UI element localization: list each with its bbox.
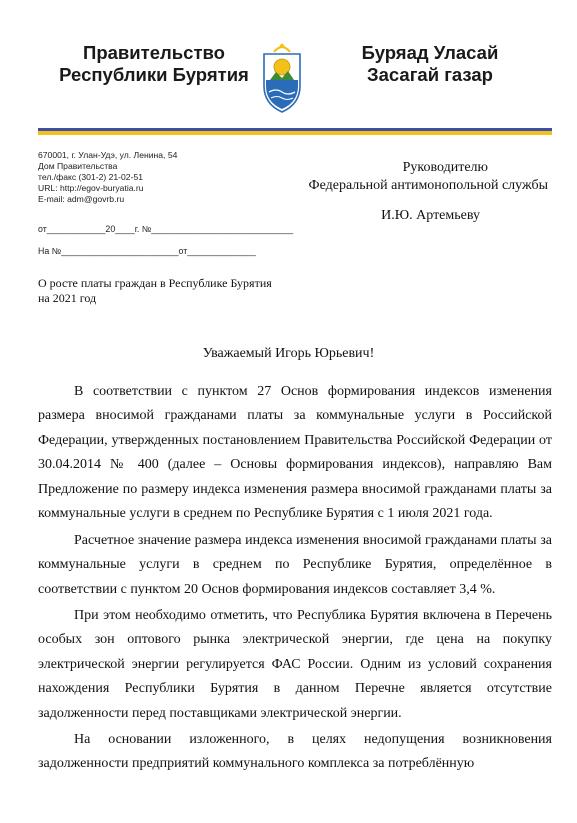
header-left-line1: Правительство (83, 42, 225, 63)
subject-line1: О росте платы граждан в Республике Бурятия (38, 276, 272, 290)
body-paragraph-4: На основании изложенного, в целях недопущения возникновения задолженности предприятий коммунального комплекса за потреблённую (38, 732, 552, 772)
body-paragraph-1: В соответствии с пунктом 27 Основ формирования индексов изменения размера вносимой гражданами платы за коммунальные услуги в Российской Федерации, утвержденных постановлением Правительства Российской Федерации от 30.04.2014 № 400 (далее – Основы формирования индексов), направляю Вам Предложение по размеру индекса изменения размера вносимой гражданами платы за коммунальные услуги в среднем по Республике Бурятия с 1 июля 2021 года. (38, 384, 552, 522)
header-right-title (318, 42, 542, 86)
sender-address: 670001, г. Улан-Удэ, ул. Ленина, 54 (38, 150, 178, 160)
sender-email: E-mail: adm@govrb.ru (38, 194, 125, 204)
header-left-title (52, 42, 256, 86)
header-right-line1: Буряад Уласай (361, 42, 499, 63)
letter-subject (38, 276, 298, 306)
sender-block (38, 150, 258, 205)
sender-phone: тел./факс (301-2) 21-02-51 (38, 172, 144, 182)
recipient-line2: Федеральной антимонопольной службы (308, 178, 548, 193)
sender-url: URL: http://egov-buryatia.ru (38, 183, 144, 193)
body-paragraph-3: При этом необходимо отметить, что Республика Бурятия включена в Перечень особых зон оптового рынка электрической энергии, где цена на покупку электрической энергии регулируется ФАС России. Одним из условий сохранения нахождения Республики Бурятия в данном Перечне является отсутствие задолженности перед поставщиками электрической энергии. (38, 608, 552, 721)
header-right-line2: Засагай газар (367, 64, 493, 85)
coat-of-arms-icon (262, 40, 302, 114)
body-paragraph-2: Расчетное значение размера индекса изменения вносимой гражданами платы за коммунальные услуги в среднем по Республике Бурятия, определённое в соответствии с пунктом 20 Основ формирования индексов составляет 3,4 %. (38, 533, 552, 597)
header-left-line2: Республики Бурятия (59, 64, 249, 85)
reference-blank: На №________________________от______________ (38, 246, 256, 256)
subject-line2: на 2021 год (38, 291, 97, 305)
recipient-line1: Руководителю (402, 160, 488, 175)
sender-org: Дом Правительства (38, 161, 118, 171)
date-number-blank: от____________20____г. №_____________________________ (38, 224, 294, 234)
greeting: Уважаемый Игорь Юрьевич! (202, 346, 375, 361)
recipient-name: И.Ю. Артемьеву (381, 208, 480, 223)
header-stripe-yellow (38, 131, 552, 135)
